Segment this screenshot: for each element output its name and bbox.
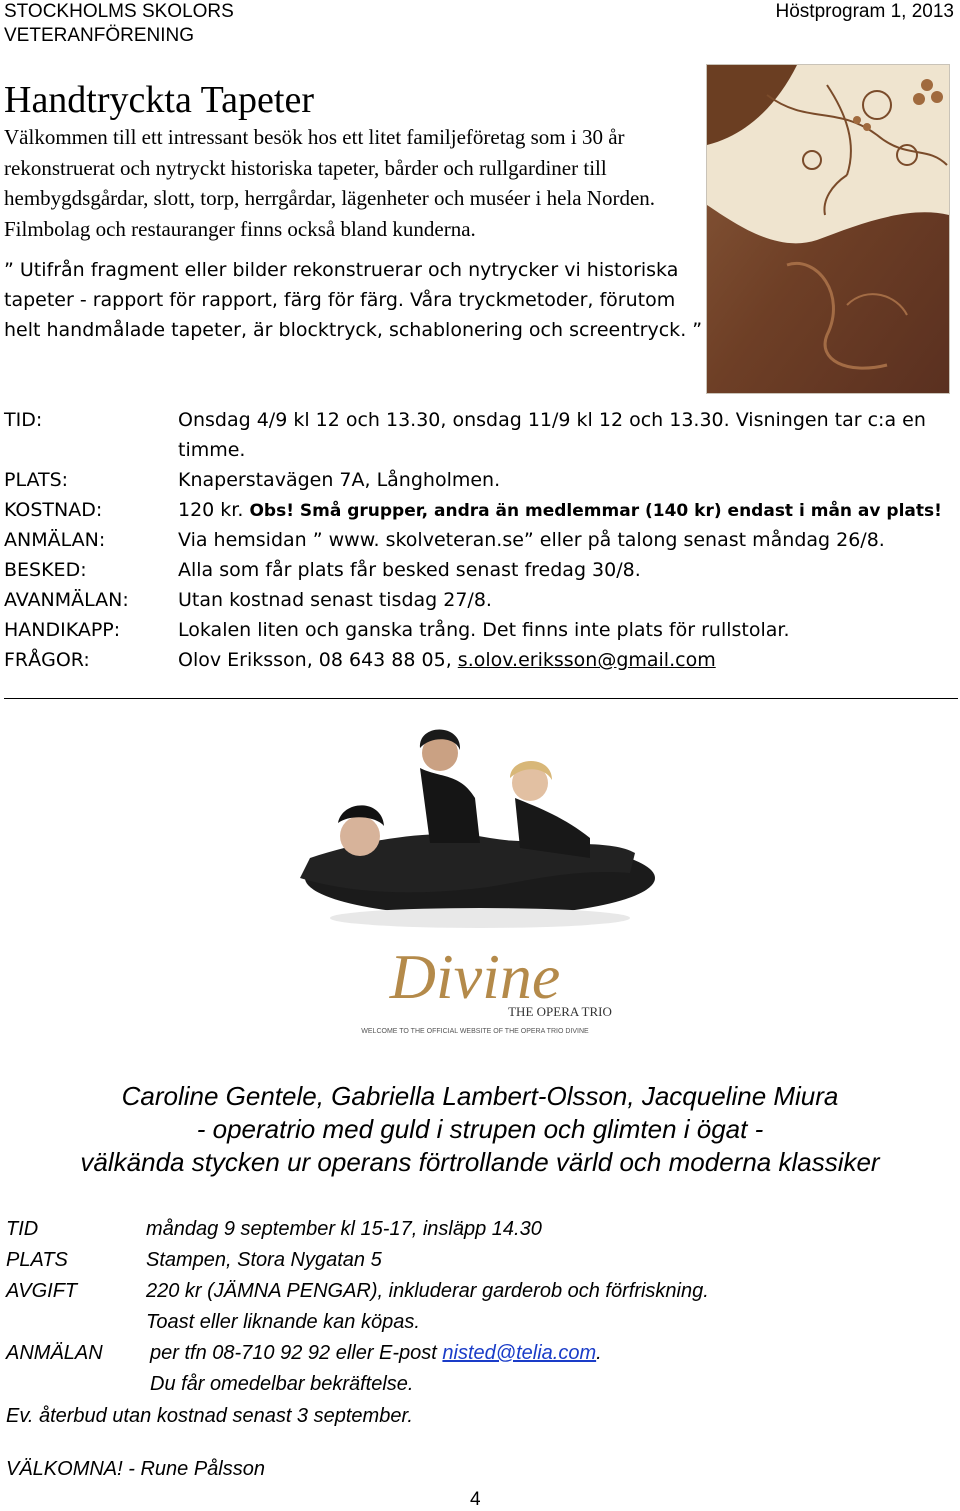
kostnad-label: KOSTNAD:: [4, 499, 103, 521]
event2-tid-label: TID: [6, 1218, 39, 1240]
event2-avgift-label: AVGIFT: [6, 1280, 78, 1302]
event2-row-aterbud: [6, 1401, 413, 1432]
kostnad-value: 120 kr.: [178, 499, 244, 521]
page-number: 4: [470, 1489, 481, 1510]
besked-label: BESKED:: [4, 559, 87, 581]
cast-line3: välkända stycken ur operans förtrollande värld och moderna klassiker: [80, 1147, 880, 1177]
tid-value: Onsdag 4/9 kl 12 och 13.30, onsdag 11/9 kl 12 och 13.30. Visningen tar c:a en timme.: [178, 409, 926, 461]
event1-intro: Välkommen till ett intressant besök hos ett litet familjeföretag som i 30 år rekonstruerat och nytryckt historiska tapeter, bårder och rullgardiner till hembygdsgårdar, slott, torp, herrgårdar, lägenheter och muséer i hela Norden. Filmbolag och restauranger finns också bland kunderna.: [4, 125, 656, 241]
event2-anmalan-dot: .: [596, 1342, 602, 1364]
handikapp-label: HANDIKAPP:: [4, 619, 121, 641]
logo-tagline: WELCOME TO THE OFFICIAL WEBSITE OF THE OPERA TRIO DIVINE: [361, 1028, 589, 1035]
besked-value: Alla som får plats får besked senast fredag 30/8.: [178, 559, 641, 581]
fragor-value: Olov Eriksson, 08 643 88 05,: [178, 649, 452, 671]
event1-quote: ” Utifrån fragment eller bilder rekonstruerar och nytrycker vi historiska tapeter - rapport för rapport, färg för färg. Våra tryckmetoder, förutom helt handmålade tapeter, är blocktryck, schablonering och screentryck. ”: [4, 259, 703, 341]
trio-photo-illustration: [290, 718, 670, 938]
wallpaper-photo: [706, 64, 950, 394]
program-label: Höstprogram 1, 2013: [775, 1, 954, 22]
event2-anmalan-wrap: [150, 1338, 602, 1369]
event2-tid-value: måndag 9 september kl 15-17, insläpp 14.30: [146, 1218, 542, 1240]
avanmalan-value: Utan kostnad senast tisdag 27/8.: [178, 589, 492, 611]
org-name-line1: STOCKHOLMS SKOLORS: [4, 1, 234, 22]
divine-logo-mark: [330, 940, 620, 1040]
kostnad-value-wrap: [178, 495, 960, 526]
fragor-value-wrap: [178, 645, 960, 675]
logo-name: Divine: [389, 941, 561, 1012]
event2-plats-label: PLATS: [6, 1249, 68, 1271]
event2-email-link[interactable]: nisted@telia.com: [442, 1342, 597, 1364]
tid-label: TID:: [4, 409, 43, 431]
trio-photo: [290, 718, 670, 938]
handikapp-value: Lokalen liten och ganska trång. Det finns inte plats för rullstolar.: [178, 619, 790, 641]
event2-valkomna: VÄLKOMNA! - Rune Pålsson: [6, 1458, 265, 1480]
cast-line1: Caroline Gentele, Gabriella Lambert-Olsson, Jacqueline Miura: [121, 1081, 839, 1111]
avanmalan-label: AVANMÄLAN:: [4, 589, 129, 611]
fragor-label: FRÅGOR:: [4, 649, 90, 671]
event2-aterbud: Ev. återbud utan kostnad senast 3 september.: [6, 1405, 413, 1427]
event2-row-valkomna: [6, 1454, 265, 1485]
anmalan-label: ANMÄLAN:: [4, 529, 106, 551]
event2-anmalan-value2: Du får omedelbar bekräftelse.: [150, 1373, 414, 1395]
fragor-email-link[interactable]: s.olov.eriksson@gmail.com: [457, 649, 716, 671]
section-divider: [4, 698, 958, 699]
kostnad-note: Obs! Små grupper, andra än medlemmar (140 kr) endast i mån av plats!: [249, 501, 942, 521]
event2-avgift-value2: Toast eller liknande kan köpas.: [146, 1311, 420, 1333]
anmalan-value: Via hemsidan ” www. skolveteran.se” eller på talong senast måndag 26/8.: [178, 529, 885, 551]
cast-line2: - operatrio med guld i strupen och glimten i ögat -: [196, 1114, 764, 1144]
divine-logo: [330, 940, 620, 1040]
event1-title: Handtryckta Tapeter: [4, 79, 314, 121]
logo-sub: THE OPERA TRIO: [508, 1004, 612, 1019]
event2-anmalan-label: ANMÄLAN: [6, 1342, 103, 1364]
org-name-line2: VETERANFÖRENING: [4, 25, 195, 46]
event2-anmalan-value: per tfn 08-710 92 92 eller E-post: [150, 1342, 437, 1364]
plats-label: PLATS:: [4, 469, 69, 491]
plats-value: Knaperstavägen 7A, Långholmen.: [178, 469, 501, 491]
event2-avgift-value: 220 kr (JÄMNA PENGAR), inkluderar garderob och förfriskning.: [146, 1280, 709, 1302]
wallpaper-illustration: [707, 65, 949, 393]
event2-plats-value: Stampen, Stora Nygatan 5: [146, 1249, 382, 1271]
